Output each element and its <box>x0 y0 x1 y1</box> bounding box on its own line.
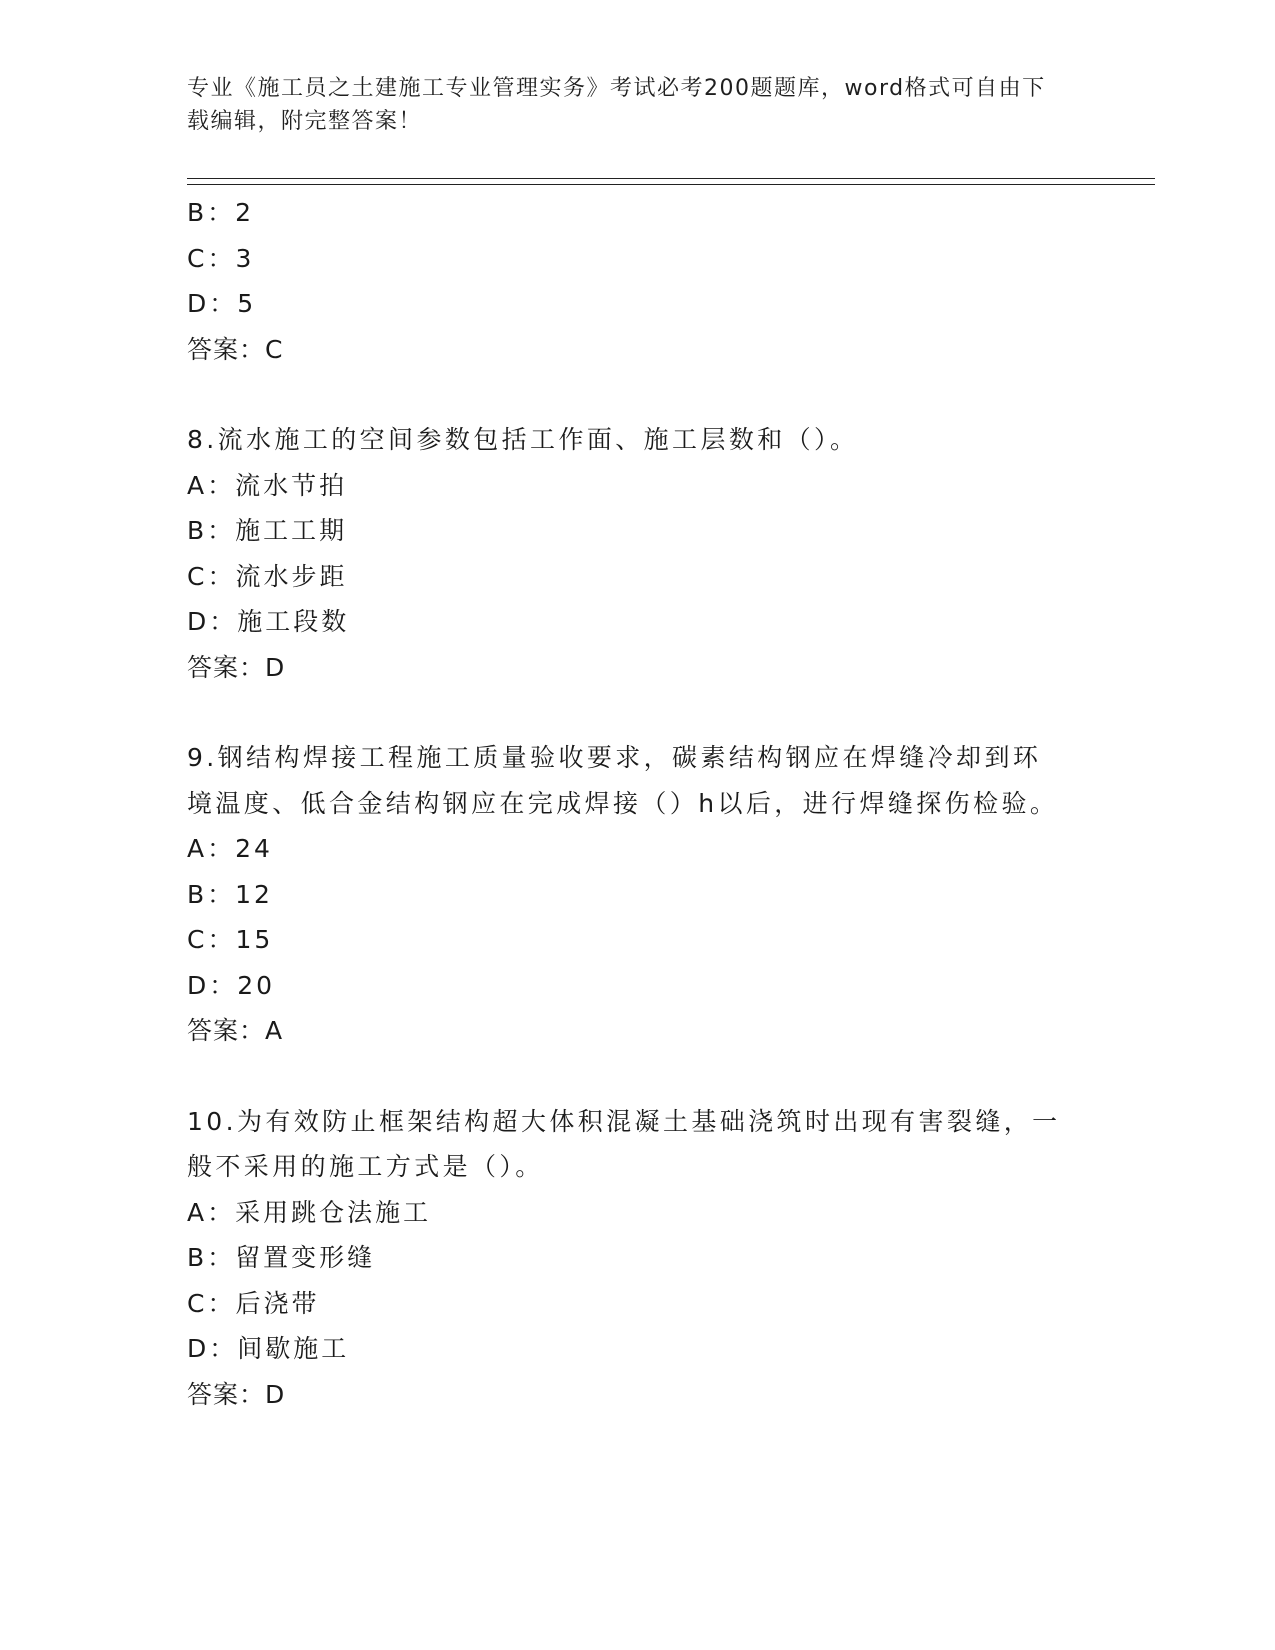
option-key: C： <box>187 561 236 591</box>
question-7-continuation <box>187 190 1087 372</box>
answer-line: 答案：C <box>187 334 284 364</box>
option-key: B： <box>187 516 236 545</box>
option-d <box>187 599 1087 645</box>
question-text: 10.为有效防止框架结构超大体积混凝土基础浇筑时出现有害裂缝，一般不采用的施工方式是（）。 <box>187 1106 1061 1181</box>
question-9 <box>187 735 1087 1054</box>
option-d <box>187 1326 1087 1372</box>
spacer <box>187 372 1087 417</box>
option-key: D： <box>187 970 238 1000</box>
spacer <box>187 690 1087 735</box>
option-b <box>187 1235 1087 1281</box>
document-header: 专业《施工员之土建施工专业管理实务》考试必考200题题库，word格式可自由下载编辑，附完整答案！ <box>187 76 1046 134</box>
option-text: 留置变形缝 <box>235 1243 376 1272</box>
option-text: 24 <box>235 834 273 863</box>
option-key: B： <box>187 1243 236 1272</box>
option-a <box>187 463 1087 509</box>
answer-line: 答案：D <box>187 652 286 682</box>
option-key: D： <box>187 607 238 636</box>
option-key: B： <box>187 198 236 227</box>
option-c <box>187 554 1087 600</box>
option-key: C： <box>187 243 236 273</box>
header-divider-top <box>187 178 1155 179</box>
option-text: 2 <box>235 198 255 227</box>
option-d <box>187 281 1087 327</box>
option-key: C： <box>187 1288 236 1318</box>
question-text: 8.流水施工的空间参数包括工作面、施工层数和（）。 <box>187 425 859 454</box>
option-c <box>187 917 1087 963</box>
option-text: 20 <box>237 970 276 1000</box>
option-key: C： <box>187 925 236 954</box>
option-d <box>187 963 1087 1009</box>
option-c <box>187 236 1087 282</box>
option-b <box>187 508 1087 554</box>
document-body <box>187 190 1087 1417</box>
option-b <box>187 190 1087 236</box>
question-10 <box>187 1099 1087 1418</box>
question-8 <box>187 417 1087 690</box>
option-key: A： <box>187 1197 236 1227</box>
option-text: 施工工期 <box>235 516 348 545</box>
option-text: 15 <box>235 925 274 954</box>
option-key: A： <box>187 470 236 500</box>
option-text: 施工段数 <box>237 607 350 636</box>
option-text: 间歇施工 <box>237 1334 350 1363</box>
option-key: D： <box>187 289 238 318</box>
option-text: 12 <box>235 879 273 909</box>
option-text: 5 <box>237 289 257 318</box>
answer-line: 答案：D <box>187 1379 286 1409</box>
option-text: 流水步距 <box>235 561 348 591</box>
option-text: 3 <box>235 243 255 273</box>
question-text: 9.钢结构焊接工程施工质量验收要求，碳素结构钢应在焊缝冷却到环境温度、低合金结构钢应在完成焊接（）h以后，进行焊缝探伤检验。 <box>187 743 1059 818</box>
option-key: B： <box>187 879 236 909</box>
header-divider-bottom <box>187 184 1155 185</box>
option-key: A： <box>187 834 236 863</box>
option-a <box>187 1190 1087 1236</box>
option-b <box>187 872 1087 918</box>
option-text: 流水节拍 <box>235 470 348 500</box>
answer-line: 答案：A <box>187 1016 284 1045</box>
option-text: 后浇带 <box>235 1288 320 1318</box>
option-key: D： <box>187 1334 238 1363</box>
option-a <box>187 826 1087 872</box>
spacer <box>187 1054 1087 1099</box>
option-c <box>187 1281 1087 1327</box>
option-text: 采用跳仓法施工 <box>235 1197 432 1227</box>
